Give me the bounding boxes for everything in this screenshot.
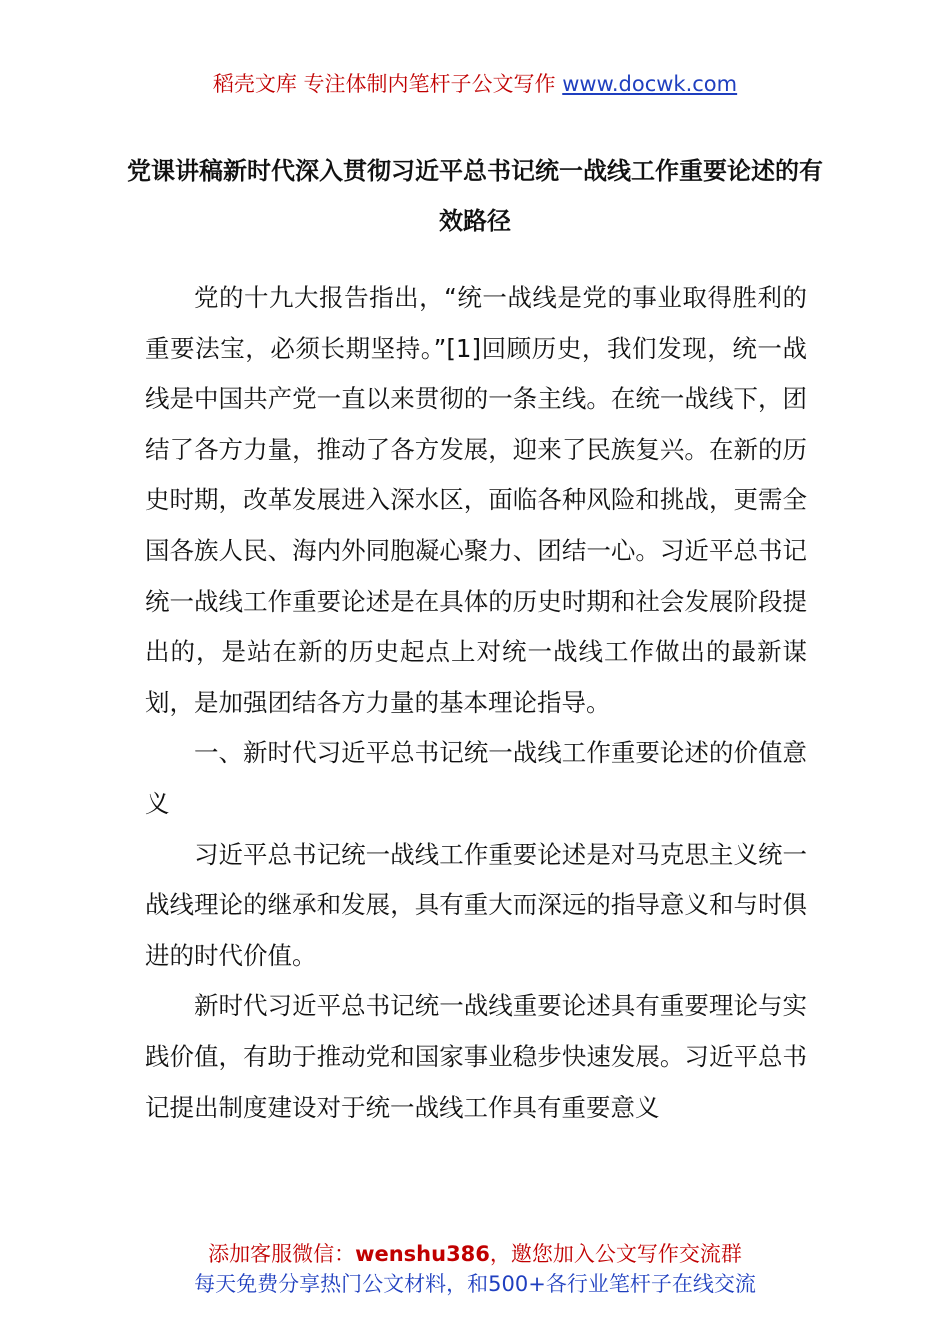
wechat-id: wenshu386 [355, 1242, 490, 1266]
brand-text: 稻壳文库 专注体制内笔杆子公文写作 [212, 72, 556, 96]
document-title: 党课讲稿新时代深入贯彻习近平总书记统一战线工作重要论述的有效路径 [127, 157, 823, 235]
document-body [145, 273, 807, 1133]
footer-contact-prefix: 添加客服微信： [208, 1242, 356, 1266]
footer-contact-line [0, 1239, 950, 1269]
footer-contact-suffix: ，邀您加入公文写作交流群 [489, 1242, 742, 1266]
website-link[interactable]: www.docwk.com [562, 72, 738, 96]
paragraph-3: 新时代习近平总书记统一战线重要论述具有重要理论与实践价值，有助于推动党和国家事业稳步快速发展。习近平总书记提出制度建设对于统一战线工作具有重要意义 [145, 991, 807, 1122]
paragraph-intro: 党的十九大报告指出，“统一战线是党的事业取得胜利的重要法宝，必须长期坚持。”[1]回顾历史，我们发现，统一战线是中国共产党一直以来贯彻的一条主线。在统一战线下，团结了各方力量，推动了各方发展，迎来了民族复兴。在新的历史时期，改革发展进入深水区，面临各种风险和挑战，更需全国各族人民、海内外同胞凝心聚力、团结一心。习近平总书记统一战线工作重要论述是在具体的历史时期和社会发展阶段提出的，是站在新的历史起点上对统一战线工作做出的最新谋划，是加强团结各方力量的基本理论指导。 [145, 283, 807, 717]
section-heading-1: 一、新时代习近平总书记统一战线工作重要论述的价值意义 [145, 738, 807, 818]
page-footer [0, 1239, 950, 1299]
page-header [0, 70, 950, 98]
paragraph-2: 习近平总书记统一战线工作重要论述是对马克思主义统一战线理论的继承和发展，具有重大而深远的指导意义和与时俱进的时代价值。 [145, 839, 807, 970]
footer-promo-line: 每天免费分享热门公文材料，和500+各行业笔杆子在线交流 [194, 1272, 756, 1296]
